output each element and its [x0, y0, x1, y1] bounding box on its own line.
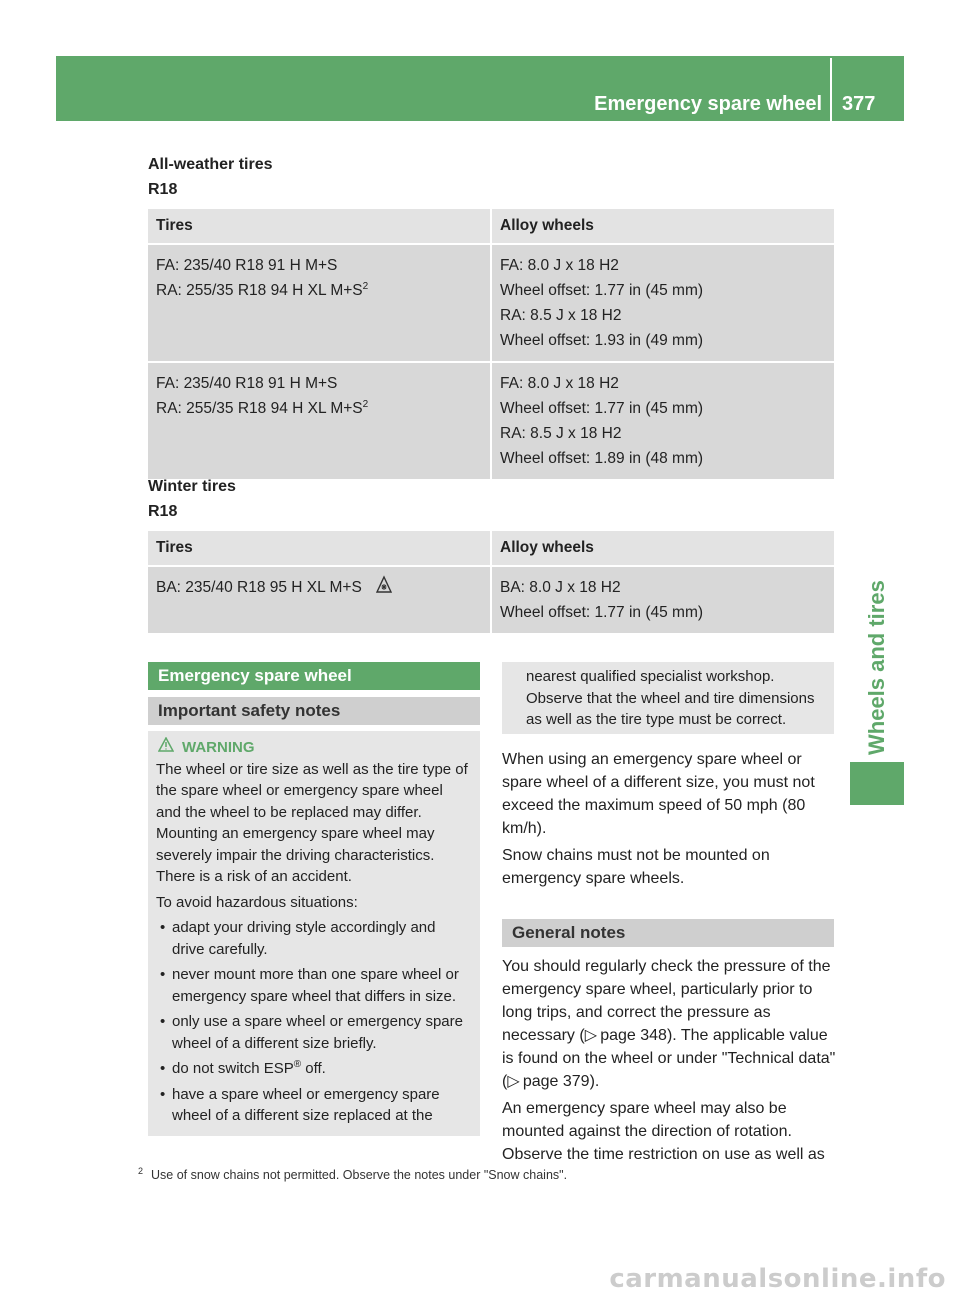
warning-box	[148, 731, 480, 1136]
subsection-heading-general-notes: General notes	[502, 919, 834, 947]
wheel-spec: Wheel offset: 1.93 in (49 mm)	[500, 332, 704, 349]
page-header-title: Emergency spare wheel	[594, 93, 822, 115]
warning-label: WARNING	[182, 739, 255, 756]
esp-text-end: off.	[301, 1060, 326, 1077]
tires-cell	[148, 245, 492, 363]
paragraph: An emergency spare wheel may also be mounted against the direction of rotation. Observe the time restriction on use as well as	[502, 1100, 825, 1163]
table-header-tires: Tires	[148, 531, 492, 567]
tire-spec-with-note	[156, 278, 482, 303]
wheel-spec: FA: 8.0 J x 18 H2	[500, 375, 619, 392]
snowflake-mountain-icon	[376, 575, 392, 601]
wheel-spec: Wheel offset: 1.77 in (45 mm)	[500, 400, 704, 417]
wheel-spec: RA: 8.5 J x 18 H2	[500, 307, 622, 324]
wheels-cell	[492, 363, 834, 481]
list-item: • only use a spare wheel or emergency spare wheel of a different size briefly.	[156, 1011, 472, 1054]
footnote-number: 2	[138, 1165, 144, 1176]
footnote-ref: 2	[362, 398, 369, 410]
side-tab-label: Wheels and tires	[864, 580, 889, 755]
table-header-row	[148, 209, 834, 245]
tires-cell	[148, 363, 492, 481]
wheels-cell	[492, 567, 834, 635]
registered-mark: ®	[293, 1059, 302, 1070]
table-header-row	[148, 531, 834, 567]
footnote-ref: 2	[362, 280, 369, 292]
arrow-right-icon: ▷	[507, 1073, 520, 1090]
winter-title: Winter tires	[148, 478, 236, 495]
section-heading-emergency-spare-wheel: Emergency spare wheel	[148, 662, 480, 690]
wheel-spec: Wheel offset: 1.77 in (45 mm)	[500, 604, 704, 621]
paragraph: When using an emergency spare wheel or spare wheel of a different size, you must not exceed the maximum speed of 50 mph (80 km/h).	[502, 751, 815, 837]
text: ). The applicable value is found on the wheel or under "Technical data" (	[502, 1027, 836, 1090]
tires-cell	[148, 567, 492, 635]
wheels-cell	[492, 245, 834, 363]
spare-body-text	[502, 748, 836, 894]
tire-spec: FA: 235/40 R18 91 H M+S	[156, 375, 338, 392]
header-divider	[830, 58, 832, 121]
list-item: • have a spare wheel or emergency spare wheel of a different size replaced at the	[156, 1084, 472, 1127]
warning-instructions-intro: To avoid hazardous situations:	[156, 893, 358, 911]
paragraph: Snow chains must not be mounted on emergency spare wheels.	[502, 847, 770, 887]
wheel-spec: Wheel offset: 1.89 in (48 mm)	[500, 450, 704, 467]
text: ).	[589, 1073, 600, 1090]
text: You should regularly check the pressure of the emergency spare wheel, particularly prior to long trips, and correct the pressure as necessary (	[502, 958, 831, 1044]
arrow-right-icon: ▷	[584, 1027, 598, 1044]
tire-spec: RA: 255/35 R18 94 H XL M+S	[156, 282, 363, 299]
wheel-spec: RA: 8.5 J x 18 H2	[500, 425, 622, 442]
wheel-spec: BA: 8.0 J x 18 H2	[500, 579, 621, 596]
tire-spec: BA: 235/40 R18 95 H XL M+S	[156, 579, 362, 597]
tire-spec-with-note	[156, 396, 482, 421]
winter-size: R18	[148, 503, 178, 520]
table-row	[148, 363, 834, 481]
warning-bullet-list	[156, 917, 472, 1127]
warning-triangle-icon	[158, 737, 174, 759]
table-header-wheels: Alloy wheels	[492, 531, 834, 567]
esp-text: do not switch ESP	[172, 1060, 294, 1077]
table-row	[148, 245, 834, 363]
warning-box-continued: nearest qualified specialist workshop. Observe that the wheel and tire dimensions as well as the tire type must be correct.	[502, 662, 834, 734]
table-header-wheels: Alloy wheels	[492, 209, 834, 245]
list-item	[156, 1058, 472, 1080]
warning-heading	[158, 737, 472, 759]
table-header-tires: Tires	[148, 209, 492, 245]
list-item: • adapt your driving style accordingly and drive carefully.	[156, 917, 472, 960]
page-reference-link[interactable]: page 379	[522, 1073, 590, 1090]
wheel-spec: FA: 8.0 J x 18 H2	[500, 257, 619, 274]
side-tab-marker	[850, 762, 904, 805]
winter-table	[148, 531, 834, 635]
all-weather-size: R18	[148, 181, 178, 198]
tire-spec: RA: 255/35 R18 94 H XL M+S	[156, 400, 363, 417]
table-row	[148, 567, 834, 635]
wheel-spec: Wheel offset: 1.77 in (45 mm)	[500, 282, 704, 299]
page-reference-link[interactable]: page 348	[600, 1027, 667, 1044]
general-body-text	[502, 955, 836, 1170]
subsection-heading-safety-notes: Important safety notes	[148, 697, 480, 725]
all-weather-table	[148, 209, 834, 481]
footnote	[138, 1166, 567, 1184]
list-item: • never mount more than one spare wheel or emergency spare wheel that differs in size.	[156, 964, 472, 1007]
footnote-text: Use of snow chains not permitted. Observe the notes under "Snow chains".	[151, 1168, 568, 1182]
tire-spec: FA: 235/40 R18 91 H M+S	[156, 257, 338, 274]
warning-text: The wheel or tire size as well as the tire type of the spare wheel or emergency spare wheel and the wheel to be replaced may differ. Mounting an emergency spare wheel may severely impair the driving characteristics. There is a risk of an accident.	[156, 760, 468, 885]
watermark: carmanualsonline.info	[609, 1264, 946, 1294]
all-weather-title: All-weather tires	[148, 156, 273, 173]
paragraph	[502, 955, 836, 1093]
page-number: 377	[842, 93, 876, 115]
